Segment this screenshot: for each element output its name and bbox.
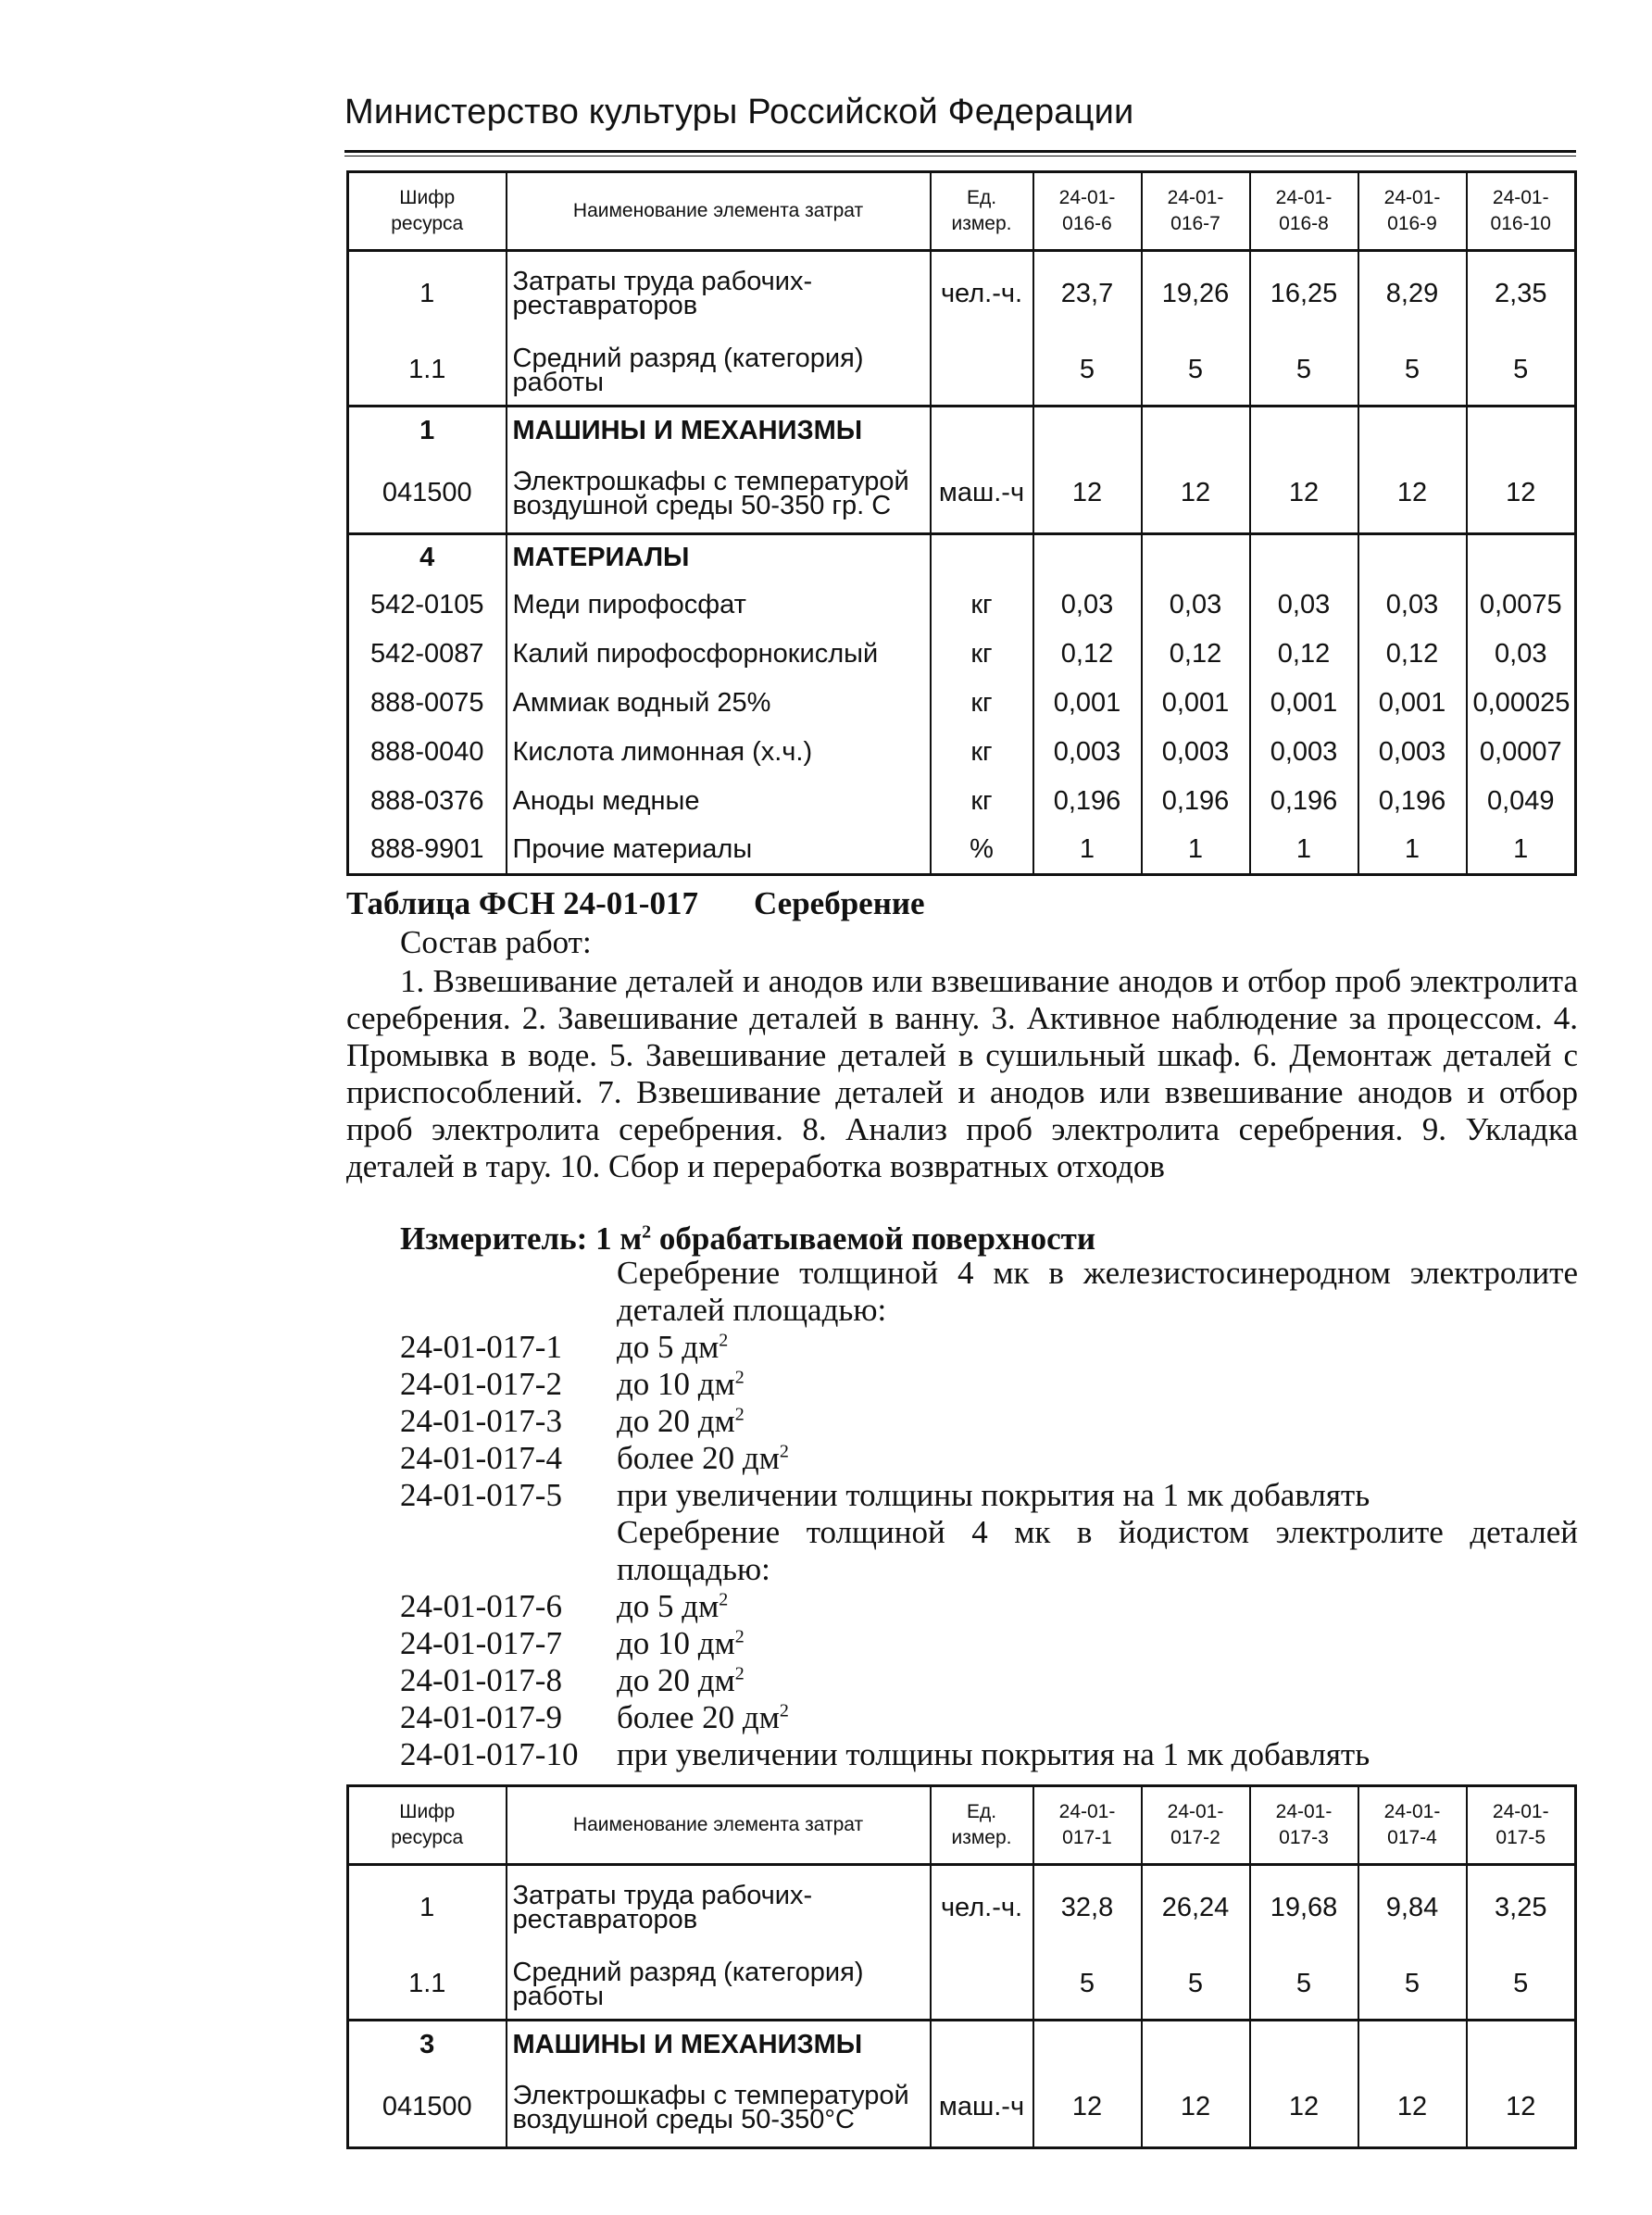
cell-value: 0,196 xyxy=(1142,777,1250,826)
cell-unit: чел.-ч. xyxy=(931,1865,1033,1950)
cell-value: 0,196 xyxy=(1358,777,1467,826)
cell-value: 1 xyxy=(1250,826,1358,875)
cell-value xyxy=(1142,2021,1250,2069)
cell-value: 0,001 xyxy=(1358,679,1467,728)
cell-value xyxy=(1033,534,1142,581)
cell-code: 888-0376 xyxy=(348,777,507,826)
cell-value xyxy=(1142,407,1250,455)
table-row xyxy=(348,728,1576,777)
header-unit: Ед. измер. xyxy=(931,172,1033,251)
cell-value: 5 xyxy=(1033,1950,1142,2021)
cell-value: 5 xyxy=(1142,336,1250,407)
cell-value xyxy=(1467,2021,1576,2069)
header-code: Шифр ресурса xyxy=(348,172,507,251)
cell-code: 888-0040 xyxy=(348,728,507,777)
cell-code: 1 xyxy=(348,407,507,455)
cell-value: 12 xyxy=(1142,2069,1250,2148)
cell-value: 23,7 xyxy=(1033,251,1142,336)
cell-name: Электрошкафы с температурой воздушной среды 50-350 гр. С xyxy=(507,455,931,534)
cell-code: 3 xyxy=(348,2021,507,2069)
table-row xyxy=(348,534,1576,581)
cell-unit: % xyxy=(931,826,1033,875)
cell-value: 0,0075 xyxy=(1467,581,1576,630)
cell-value: 5 xyxy=(1358,1950,1467,2021)
cell-code: 1 xyxy=(348,1865,507,1950)
cell-value: 0,12 xyxy=(1250,630,1358,679)
table-row xyxy=(348,251,1576,336)
cell-unit: кг xyxy=(931,630,1033,679)
cell-value xyxy=(1250,407,1358,455)
cell-value: 12 xyxy=(1142,455,1250,534)
cell-value: 3,25 xyxy=(1467,1865,1576,1950)
cell-name: Затраты труда рабочих-реставраторов xyxy=(507,251,931,336)
table-row xyxy=(348,2021,1576,2069)
cell-value: 0,003 xyxy=(1358,728,1467,777)
cell-value: 12 xyxy=(1250,455,1358,534)
code-list xyxy=(400,1255,1578,1773)
cell-value: 9,84 xyxy=(1358,1865,1467,1950)
cell-value: 0,03 xyxy=(1250,581,1358,630)
cell-value xyxy=(1467,534,1576,581)
cell-code: 1.1 xyxy=(348,1950,507,2021)
header-rule xyxy=(344,150,1576,153)
cell-value: 0,03 xyxy=(1142,581,1250,630)
cell-unit xyxy=(931,336,1033,407)
cell-value: 5 xyxy=(1250,1950,1358,2021)
header-col: 24-01- 016-8 xyxy=(1250,172,1358,251)
table-row xyxy=(348,777,1576,826)
header-col: 24-01- 016-7 xyxy=(1142,172,1250,251)
cell-value: 5 xyxy=(1250,336,1358,407)
cell-value: 0,003 xyxy=(1250,728,1358,777)
code-item: 24-01-017-3 до 20 $дм^2$ xyxy=(400,1403,745,1439)
cell-value: 0,196 xyxy=(1250,777,1358,826)
cell-value: 0,001 xyxy=(1033,679,1142,728)
cell-unit: маш.-ч xyxy=(931,2069,1033,2148)
header-code: Шифр ресурса xyxy=(348,1786,507,1865)
cell-value: 12 xyxy=(1467,2069,1576,2148)
table-name: Серебрение xyxy=(753,885,925,921)
code-item: 24-01-017-1 до 5 $дм^2$ xyxy=(400,1329,729,1365)
cell-value: 0,003 xyxy=(1142,728,1250,777)
cell-value: 0,03 xyxy=(1033,581,1142,630)
cell-value: 12 xyxy=(1467,455,1576,534)
cell-value: 5 xyxy=(1033,336,1142,407)
cell-code: 4 xyxy=(348,534,507,581)
cell-unit: чел.-ч. xyxy=(931,251,1033,336)
code-item: Серебрение толщиной 4 мк в железистосинеродном электролите деталей площадью: xyxy=(617,1255,1578,1328)
cell-value: 2,35 xyxy=(1467,251,1576,336)
table-row xyxy=(348,407,1576,455)
cell-name: Аммиак водный 25% xyxy=(507,679,931,728)
cell-name: Калий пирофосфорнокислый xyxy=(507,630,931,679)
cell-unit: маш.-ч xyxy=(931,455,1033,534)
cell-value: 0,12 xyxy=(1358,630,1467,679)
cell-code: 888-9901 xyxy=(348,826,507,875)
table-header-row xyxy=(348,1786,1576,1865)
table-title xyxy=(346,885,925,922)
cell-value: 5 xyxy=(1467,336,1576,407)
cell-value: 1 xyxy=(1142,826,1250,875)
header-unit: Ед. измер. xyxy=(931,1786,1033,1865)
table-row xyxy=(348,679,1576,728)
composition-text: 1. Взвешивание деталей и анодов или взвешивание анодов и отбор проб электролита серебрения. 2. Завешивание деталей в ванну. 3. Активное наблюдение за процессом. 4. Промывка в воде. 5. Завешивание деталей в сушильный шкаф. 6. Демонтаж деталей с приспособлений. 7. Взвешивание деталей и анодов или взвешивание анодов и отбор проб электролита серебрения. 8. Анализ проб электролита серебрения. 9. Укладка деталей в тару. 10. Сбор и переработка возвратных отходов xyxy=(346,963,1578,1184)
header-col: 24-01- 017-3 xyxy=(1250,1786,1358,1865)
cell-code: 041500 xyxy=(348,2069,507,2148)
cell-value xyxy=(1033,407,1142,455)
cell-value: 19,68 xyxy=(1250,1865,1358,1950)
cell-value: 0,00025 xyxy=(1467,679,1576,728)
code-item: 24-01-017-9 более 20 $дм^2$ xyxy=(400,1699,789,1735)
cell-value: 16,25 xyxy=(1250,251,1358,336)
header-col: 24-01- 016-9 xyxy=(1358,172,1467,251)
cell-value: 0,03 xyxy=(1358,581,1467,630)
cell-unit xyxy=(931,534,1033,581)
table-row xyxy=(348,2069,1576,2148)
header-name: Наименование элемента затрат xyxy=(507,1786,931,1865)
cell-unit xyxy=(931,407,1033,455)
cell-value: 5 xyxy=(1467,1950,1576,2021)
cell-value xyxy=(1250,534,1358,581)
cell-name: Меди пирофосфат xyxy=(507,581,931,630)
cell-value: 19,26 xyxy=(1142,251,1250,336)
header-col: 24-01- 016-10 xyxy=(1467,172,1576,251)
cell-value: 0,12 xyxy=(1142,630,1250,679)
cell-value xyxy=(1250,2021,1358,2069)
cell-unit: кг xyxy=(931,679,1033,728)
table-row xyxy=(348,455,1576,534)
cell-value xyxy=(1467,407,1576,455)
code-item: 24-01-017-6 до 5 $дм^2$ xyxy=(400,1588,729,1624)
cell-value xyxy=(1033,2021,1142,2069)
cell-unit xyxy=(931,1950,1033,2021)
header-col: 24-01- 017-2 xyxy=(1142,1786,1250,1865)
cell-unit: кг xyxy=(931,728,1033,777)
cell-name: Электрошкафы с температурой воздушной среды 50-350°С xyxy=(507,2069,931,2148)
cell-value: 0,03 xyxy=(1467,630,1576,679)
cell-value: 5 xyxy=(1142,1950,1250,2021)
header-col: 24-01- 017-4 xyxy=(1358,1786,1467,1865)
table-row xyxy=(348,336,1576,407)
resource-table-016 xyxy=(346,170,1577,876)
cell-value: 12 xyxy=(1250,2069,1358,2148)
cell-unit xyxy=(931,2021,1033,2069)
header-name: Наименование элемента затрат xyxy=(507,172,931,251)
code-item: 24-01-017-2 до 10 $дм^2$ xyxy=(400,1366,745,1402)
cell-value: 1 xyxy=(1033,826,1142,875)
table-row xyxy=(348,581,1576,630)
code-item: 24-01-017-4 более 20 $дм^2$ xyxy=(400,1440,789,1476)
code-item: 24-01-017-10 при увеличении толщины покрытия на 1 мк добавлять xyxy=(400,1736,1370,1772)
composition-label: Состав работ: xyxy=(400,924,592,960)
cell-code: 1 xyxy=(348,251,507,336)
cell-value: 0,001 xyxy=(1142,679,1250,728)
cell-value: 0,12 xyxy=(1033,630,1142,679)
cell-unit: кг xyxy=(931,581,1033,630)
cell-unit: кг xyxy=(931,777,1033,826)
cell-name: Аноды медные xyxy=(507,777,931,826)
cell-value xyxy=(1142,534,1250,581)
cell-value: 0,049 xyxy=(1467,777,1576,826)
cell-name: Затраты труда рабочих-реставраторов xyxy=(507,1865,931,1950)
cell-code: 542-0087 xyxy=(348,630,507,679)
table-row xyxy=(348,1865,1576,1950)
table-label: Таблица ФСН 24-01-017 xyxy=(346,885,698,921)
cell-value xyxy=(1358,407,1467,455)
cell-name: Кислота лимонная (х.ч.) xyxy=(507,728,931,777)
page-header-title: Министерство культуры Российской Федерации xyxy=(344,93,1134,131)
code-item: Серебрение толщиной 4 мк в йодистом электролите деталей площадью: xyxy=(617,1514,1578,1587)
cell-value: 1 xyxy=(1358,826,1467,875)
cell-code: 542-0105 xyxy=(348,581,507,630)
cell-code: 1.1 xyxy=(348,336,507,407)
cell-value: 26,24 xyxy=(1142,1865,1250,1950)
cell-name: МАТЕРИАЛЫ xyxy=(507,534,931,581)
meter-line: Измеритель: 1 $м^2$ обрабатываемой поверхности xyxy=(400,1220,1095,1257)
cell-code: 888-0075 xyxy=(348,679,507,728)
table-row xyxy=(348,630,1576,679)
cell-code: 041500 xyxy=(348,455,507,534)
table-header-row xyxy=(348,172,1576,251)
cell-value: 12 xyxy=(1033,455,1142,534)
cell-value: 0,196 xyxy=(1033,777,1142,826)
cell-value: 0,003 xyxy=(1033,728,1142,777)
cell-value: 8,29 xyxy=(1358,251,1467,336)
code-item: 24-01-017-7 до 10 $дм^2$ xyxy=(400,1625,745,1661)
cell-name: Прочие материалы xyxy=(507,826,931,875)
header-col: 24-01- 017-1 xyxy=(1033,1786,1142,1865)
table-row xyxy=(348,826,1576,875)
cell-name: Средний разряд (категория) работы xyxy=(507,336,931,407)
resource-table-017 xyxy=(346,1784,1577,2149)
header-col: 24-01- 017-5 xyxy=(1467,1786,1576,1865)
cell-value: 12 xyxy=(1033,2069,1142,2148)
code-item: 24-01-017-8 до 20 $дм^2$ xyxy=(400,1662,745,1698)
cell-value: 12 xyxy=(1358,2069,1467,2148)
code-item: 24-01-017-5 при увеличении толщины покрытия на 1 мк добавлять xyxy=(400,1477,1370,1513)
cell-value: 1 xyxy=(1467,826,1576,875)
header-col: 24-01- 016-6 xyxy=(1033,172,1142,251)
cell-value: 0,001 xyxy=(1250,679,1358,728)
cell-name: Средний разряд (категория) работы xyxy=(507,1950,931,2021)
cell-value xyxy=(1358,2021,1467,2069)
table-row xyxy=(348,1950,1576,2021)
cell-name: МАШИНЫ И МЕХАНИЗМЫ xyxy=(507,407,931,455)
cell-value: 12 xyxy=(1358,455,1467,534)
cell-value xyxy=(1358,534,1467,581)
cell-value: 0,0007 xyxy=(1467,728,1576,777)
cell-value: 32,8 xyxy=(1033,1865,1142,1950)
cell-name: МАШИНЫ И МЕХАНИЗМЫ xyxy=(507,2021,931,2069)
cell-value: 5 xyxy=(1358,336,1467,407)
